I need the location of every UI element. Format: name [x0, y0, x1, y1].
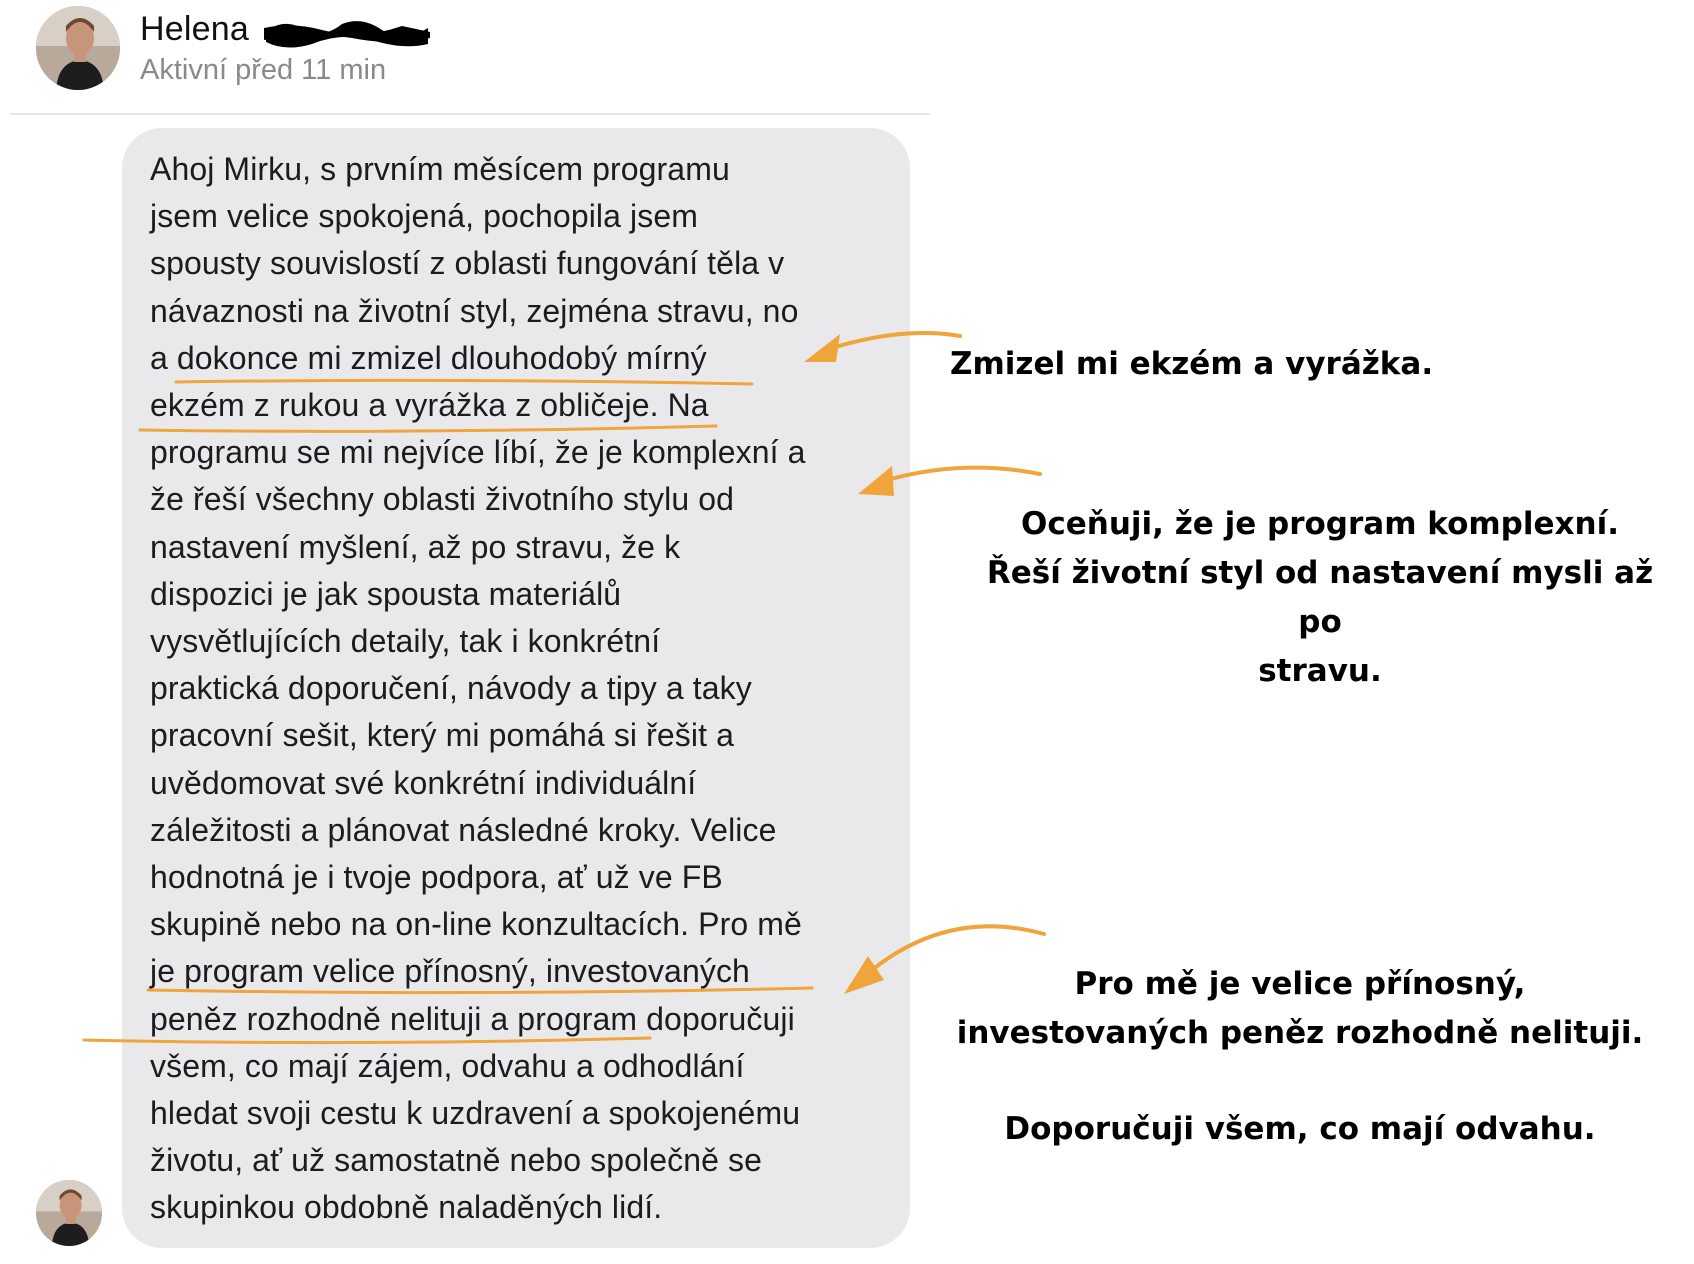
callout-2-line-2: Řeší životní styl od nastavení mysli až po: [986, 555, 1654, 640]
callout-2-line-3: stravu.: [1258, 653, 1382, 689]
callout-2-line-1: Oceňuji, že je program komplexní.: [1021, 506, 1619, 542]
callout-3-line-1: Pro mě je velice přínosný,: [1074, 966, 1526, 1002]
contact-name[interactable]: Helena: [140, 10, 249, 48]
callout-beneficial: [950, 960, 1650, 1058]
redaction-mark: [262, 14, 432, 50]
callout-recommend: Doporučuji všem, co mají odvahu.: [1004, 1111, 1596, 1147]
contact-avatar[interactable]: [36, 6, 120, 90]
callout-3-line-2: investovaných peněz rozhodně nelituji.: [956, 1015, 1644, 1051]
person-photo-icon: [36, 6, 120, 90]
person-photo-icon: [36, 1180, 102, 1246]
header-divider: [10, 113, 930, 115]
chat-header: [0, 0, 930, 116]
callout-comprehensive: [960, 500, 1680, 696]
message-text: Ahoj Mirku, s prvním měsícem programu jsem velice spokojená, pochopila jsem spousty souvislostí z oblasti fungování těla v návaznosti na životní styl, zejména stravu, no a dokonce mi zmizel dlouhodobý mírný ekzém z rukou a vyrážka z obličeje. Na programu se mi nejvíce líbí, že je komplexní a že řeší všechny oblasti životního stylu od nastavení myšlení, až po stravu, že k dispozici je jak spousta materiálů vysvětlujících detaily, tak i konkrétní praktická doporučení, návody a tipy a taky pracovní sešit, který mi pomáhá si řešit a uvědomovat své konkrétní individuální záležitosti a plánovat následné kroky. Velice hodnotná je i tvoje podpora, ať už ve FB skupině nebo na on-line konzultacích. Pro mě je program velice přínosný, investovaných peněz rozhodně nelituji a program doporučuji všem, co mají zájem, odvahu a odhodlání hledat svoji cestu k uzdravení a spokojenému životu, ať už samostatně nebo společně se skupinkou obdobně naladěných lidí.: [150, 151, 806, 1226]
sender-avatar[interactable]: [36, 1180, 102, 1246]
active-status: Aktivní před 11 min: [140, 54, 387, 86]
callout-eczema: Zmizel mi ekzém a vyrážka.: [950, 346, 1434, 382]
